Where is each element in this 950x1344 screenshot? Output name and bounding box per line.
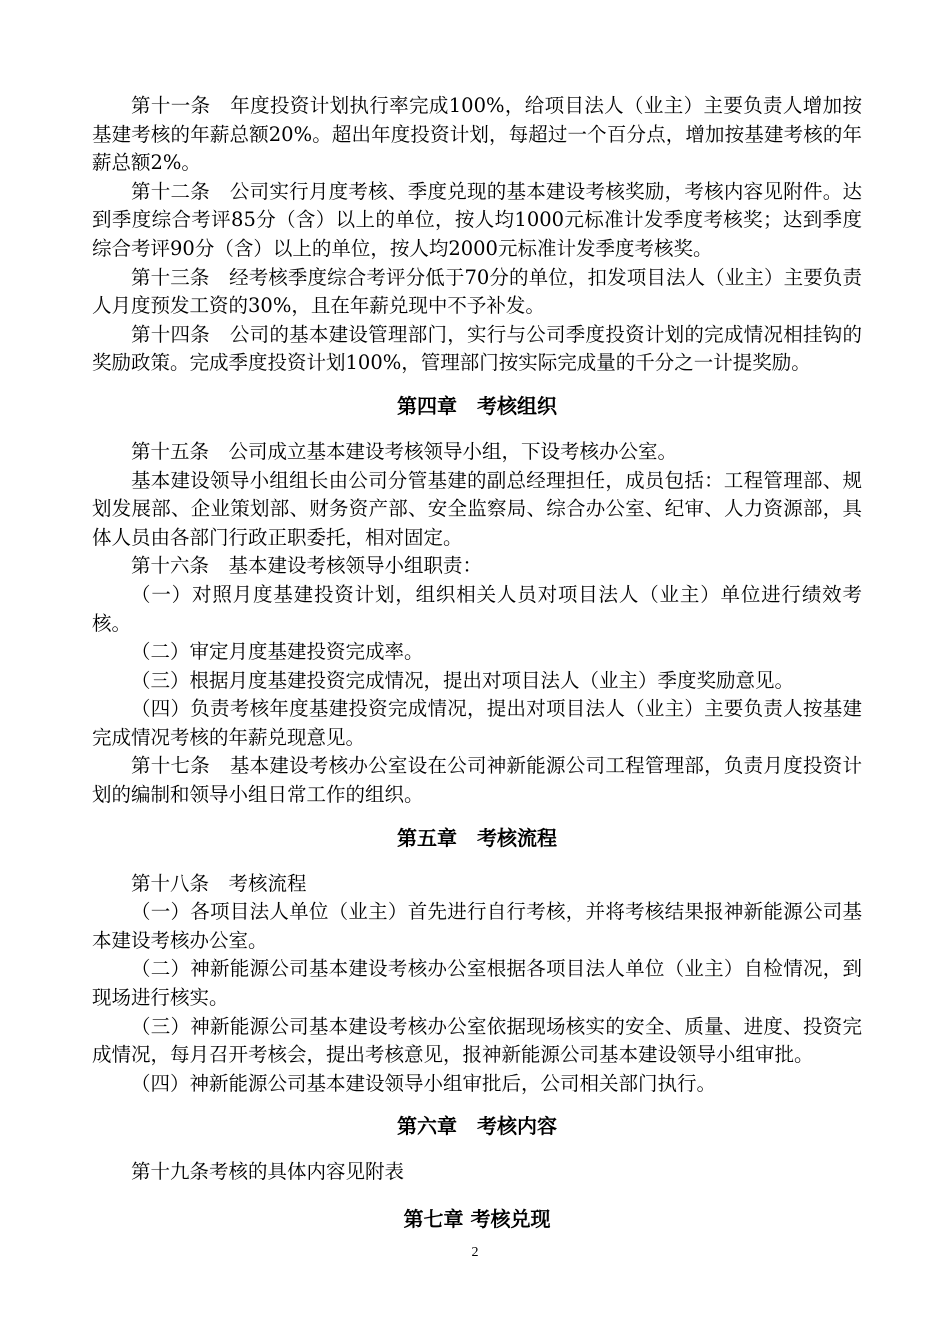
duty-item-1: （一）对照月度基建投资计划，组织相关人员对项目法人（业主）单位进行绩效考核。 [92,582,862,635]
duty-item-3: （三）根据月度基建投资完成情况，提出对项目法人（业主）季度奖励意见。 [131,668,795,692]
leadership-group-members: 基本建设领导小组组长由公司分管基建的副总经理担任，成员包括：工程管理部、规划发展部、企业策划部、财务资产部、安全监察局、综合办公室、纪审、人力资源部，具体人员由各部门行政正职委托，相对固定。 [92,468,862,549]
document-page [92,92,862,1233]
article-18: 第十八条 考核流程 [131,871,307,895]
chapter-6-heading: 第六章 考核内容 [397,1114,557,1139]
article-13: 第十三条 经考核季度综合考评分低于70分的单位，扣发项目法人（业主）主要负责人月度预发工资的30%，且在年薪兑现中不予补发。 [92,265,862,318]
chapter-4-heading: 第四章 考核组织 [397,393,557,418]
chapter-7-heading: 第七章 考核兑现 [403,1207,551,1231]
article-19: 第十九条考核的具体内容见附表 [131,1160,405,1184]
article-16: 第十六条 基本建设考核领导小组职责： [131,554,483,578]
process-item-1: （一）各项目法人单位（业主）首先进行自行考核，并将考核结果报神新能源公司基本建设考核办公室。 [92,900,862,952]
process-item-2: （二）神新能源公司基本建设考核办公室根据各项目法人单位（业主）自检情况，到现场进行核实。 [92,957,862,1010]
process-item-4: （四）神新能源公司基本建设领导小组审批后，公司相关部门执行。 [131,1071,717,1095]
article-11: 第十一条 年度投资计划执行率完成100%，给项目法人（业主）主要负责人增加按基建考核的年薪总额20%。超出年度投资计划，每超过一个百分点，增加按基建考核的年薪总额2%。 [92,94,862,175]
duty-item-4: （四）负责考核年度基建投资完成情况，提出对项目法人（业主）主要负责人按基建完成情况考核的年薪兑现意见。 [92,697,862,749]
article-14: 第十四条 公司的基本建设管理部门，实行与公司季度投资计划的完成情况相挂钩的奖励政策。完成季度投资计划100%，管理部门按实际完成量的千分之一计提奖励。 [92,322,862,375]
chapter-5-heading: 第五章 考核流程 [397,825,557,850]
page-number: 2 [471,1245,479,1260]
duty-item-2: （二）审定月度基建投资完成率。 [131,640,424,664]
article-15: 第十五条 公司成立基本建设考核领导小组，下设考核办公室。 [131,439,678,463]
process-item-3: （三）神新能源公司基本建设考核办公室依据现场核实的安全、质量、进度、投资完成情况，每月召开考核会，提出考核意见，报神新能源公司基本建设领导小组审批。 [92,1014,862,1067]
article-12: 第十二条 公司实行月度考核、季度兑现的基本建设考核奖励，考核内容见附件。达到季度综合考评85分（含）以上的单位，按人均1000元标准计发季度考核奖；达到季度综合考评90分（含）以上的单位，按人均2000元标准计发季度考核奖。 [92,179,862,260]
article-17: 第十七条 基本建设考核办公室设在公司神新能源公司工程管理部，负责月度投资计划的编制和领导小组日常工作的组织。 [92,754,862,807]
